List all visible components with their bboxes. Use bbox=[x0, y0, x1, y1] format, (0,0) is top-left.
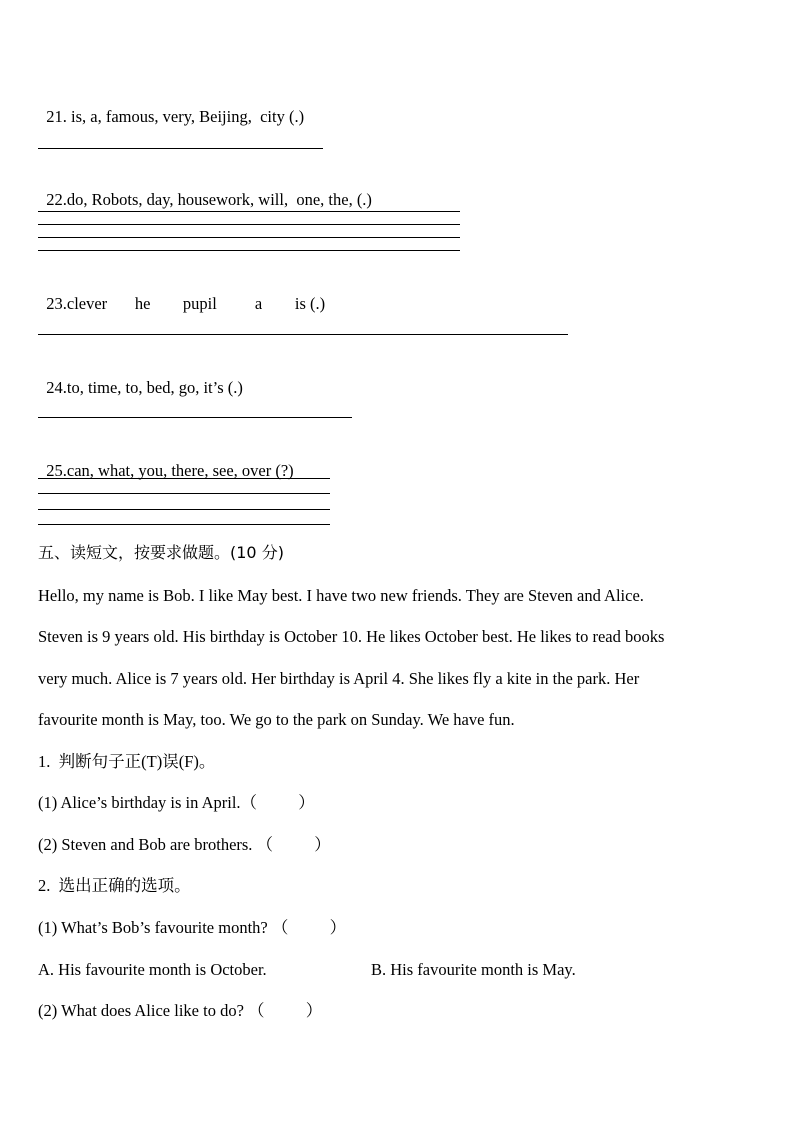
option-a[interactable]: A. His favourite month is October. bbox=[38, 960, 267, 979]
answer-line[interactable] bbox=[38, 334, 568, 335]
question-24 bbox=[38, 358, 243, 398]
passage-line: very much. Alice is 7 years old. Her birthday is April 4. She likes fly a kite in the park. Her bbox=[38, 669, 640, 688]
option-b[interactable]: B. His favourite month is May. bbox=[371, 960, 576, 979]
passage-line: Steven is 9 years old. His birthday is October 10. He likes October best. He likes to read books bbox=[38, 627, 665, 646]
answer-line[interactable] bbox=[38, 493, 330, 494]
question-number: 22. bbox=[46, 190, 67, 209]
part1-instruction: 1. 判断句子正(T)误(F)。 bbox=[38, 752, 216, 771]
scrambled-word: he bbox=[134, 294, 151, 313]
question-number: 24. bbox=[46, 378, 67, 397]
scrambled-word: pupil bbox=[182, 294, 217, 313]
answer-line[interactable] bbox=[38, 417, 352, 418]
question-22 bbox=[38, 170, 372, 210]
passage-line: favourite month is May, too. We go to the park on Sunday. We have fun. bbox=[38, 710, 515, 729]
passage-line: Hello, my name is Bob. I like May best. I have two new friends. They are Steven and Alice. bbox=[38, 586, 644, 605]
answer-line[interactable] bbox=[38, 524, 330, 525]
answer-line[interactable] bbox=[38, 211, 460, 212]
answer-line[interactable] bbox=[38, 237, 460, 238]
scrambled-word: clever bbox=[66, 294, 108, 313]
part2-instruction: 2. 选出正确的选项。 bbox=[38, 876, 191, 895]
answer-line[interactable] bbox=[38, 224, 460, 225]
question-23 bbox=[38, 274, 325, 314]
question-number: 21. bbox=[46, 107, 67, 126]
question-words: is, a, famous, very, Beijing, city (.) bbox=[66, 107, 305, 126]
question-21 bbox=[38, 87, 304, 127]
question-words: do, Robots, day, housework, will, one, the, (.) bbox=[66, 190, 372, 209]
question-25 bbox=[38, 441, 294, 481]
true-false-item[interactable]: (2) Steven and Bob are brothers. （ ） bbox=[38, 835, 331, 854]
scrambled-word: a bbox=[254, 294, 263, 313]
choice-question[interactable]: (2) What does Alice like to do? （ ） bbox=[38, 1001, 323, 1020]
section-heading: 五、读短文，按要求做题。(10 分) bbox=[38, 543, 284, 562]
question-words: can, what, you, there, see, over (?) bbox=[66, 461, 294, 480]
question-number: 23. bbox=[46, 294, 67, 313]
true-false-item[interactable]: (1) Alice’s birthday is in April.（ ） bbox=[38, 793, 315, 812]
scrambled-word: is (.) bbox=[294, 294, 326, 313]
answer-line[interactable] bbox=[38, 509, 330, 510]
answer-line[interactable] bbox=[38, 250, 460, 251]
answer-line[interactable] bbox=[38, 478, 330, 479]
question-number: 25. bbox=[46, 461, 67, 480]
answer-line[interactable] bbox=[38, 148, 323, 149]
question-words: to, time, to, bed, go, it’s (.) bbox=[66, 378, 243, 397]
choice-question[interactable]: (1) What’s Bob’s favourite month? （ ） bbox=[38, 918, 347, 937]
